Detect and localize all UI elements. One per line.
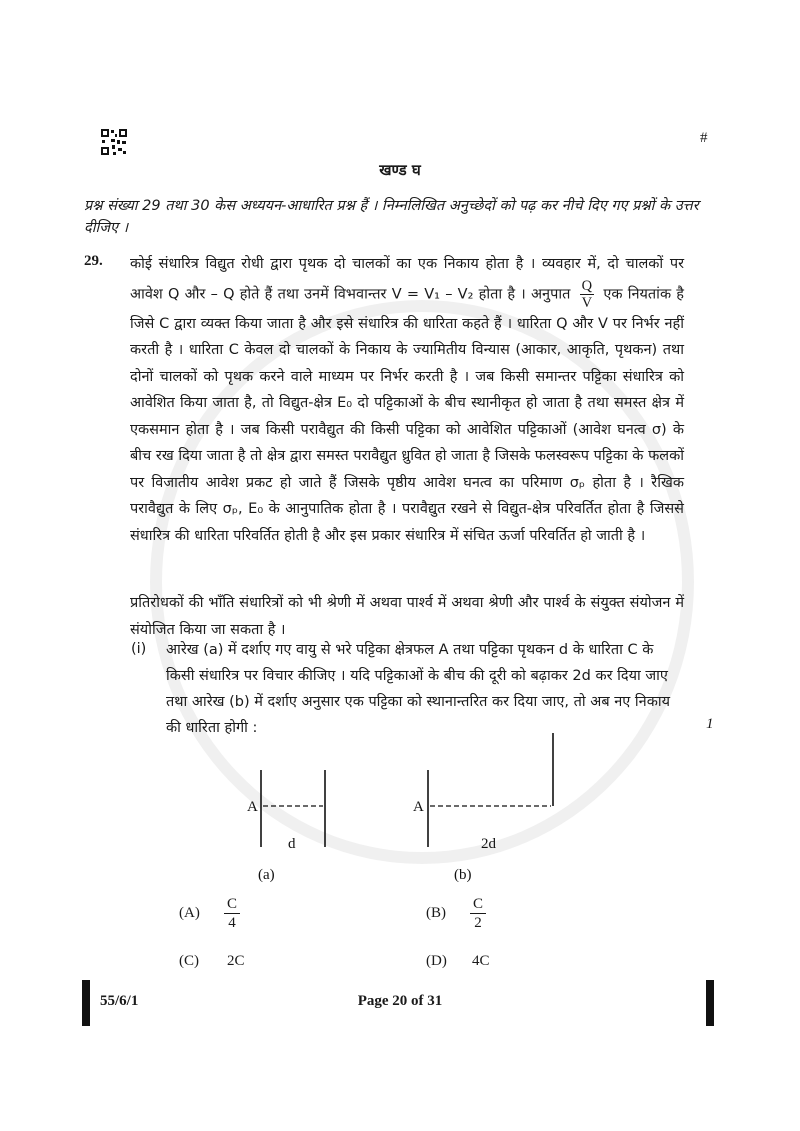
ratio-numerator: Q xyxy=(581,277,593,294)
question-paragraph-1 xyxy=(130,251,684,549)
subquestion-text: आरेख (a) में दर्शाए गए वायु से भरे पट्टिका क्षेत्रफल A तथा पट्टिका पृथकन d के धारिता C के किसी संधारित्र पर विचार कीजिए । यदि पट्टिकाओं के बीच की दूरी को बढ़ाकर 2d कर दिया जाए तथा आरेख (b) में दर्शाए अनुसार एक पट्टिका को स्थानान्तरित कर दिया जाए, तो अब नए निकाय की धारिता होगी : xyxy=(166,642,671,736)
option-a-label[interactable]: (A) xyxy=(179,905,200,921)
footer-right-bar xyxy=(706,980,714,1026)
question-number: 29. xyxy=(84,253,103,269)
paragraph-1-part-a: कोई संधारित्र विद्युत रोधी द्वारा पृथक दो चालकों का एक निकाय होता है । व्यवहार में, दो चालकों पर आवेश Q और – Q होते हैं तथा उनमें विभवान्तर V = V₁ – V₂ होता है । अनुपात xyxy=(130,256,684,302)
marks: 1 xyxy=(706,716,714,732)
option-d-label[interactable]: (D) xyxy=(426,953,447,969)
ratio-fraction xyxy=(580,278,594,311)
question-paragraph-2: प्रतिरोधकों की भाँति संधारित्रों को भी श्रेणी में अथवा पार्श्व में अथवा श्रेणी और पार्श्व के संयुक्त संयोजन में संयोजित किया जा सकता है । xyxy=(130,595,684,638)
option-b-label[interactable]: (B) xyxy=(426,905,446,921)
option-c-label[interactable]: (C) xyxy=(179,953,199,969)
option-a-denominator: 4 xyxy=(228,915,236,931)
page-hash-mark: # xyxy=(700,130,708,146)
section-title: खण्ड घ xyxy=(379,161,421,179)
subquestion-number: (i) xyxy=(131,641,147,657)
footer-paper-code: 55/6/1 xyxy=(100,993,139,1009)
option-a-value[interactable] xyxy=(224,895,240,932)
option-a-numerator: C xyxy=(224,895,240,914)
fig-a-plate-label: A xyxy=(247,799,258,815)
fig-b-plate-label: A xyxy=(413,799,424,815)
fig-a-gap-label: d xyxy=(288,836,296,852)
option-b-value[interactable] xyxy=(470,895,486,932)
option-b-denominator: 2 xyxy=(474,915,482,931)
fig-a-caption: (a) xyxy=(258,867,275,883)
instructions: प्रश्न संख्या 29 तथा 30 केस अध्ययन-आधारित प्रश्न हैं । निम्नलिखित अनुच्छेदों को पढ़ कर नीचे दिए गए प्रश्नों के उत्तर दीजिए । xyxy=(84,198,699,236)
option-d-value[interactable]: 4C xyxy=(472,953,490,969)
option-b-numerator: C xyxy=(470,895,486,914)
paragraph-1-part-b: एक नियतांक है जिसे C द्वारा व्यक्त किया जाता है और इसे संधारित्र की धारिता कहते हैं । धारिता Q और V पर निर्भर नहीं करती है । धारिता C केवल दो चालकों के निकाय के ज्यामितीय विन्यास (आकार, आकृति, पृथकन) तथा दोनों चालकों को पृथक करने वाले माध्यम पर निर्भर करती है । जब किसी समान्तर पट्टिका संधारित्र को आवेशित किया जाता है, तो विद्युत-क्षेत्र E₀ दो पट्टिकाओं के बीच स्थानीकृत हो जाता है तथा समस्त क्षेत्र में एकसमान होता है । जब किसी परावैद्युत की किसी पट्टिका को आवेशित पट्टिकाओं (आवेश घनत्व σ) के बीच रख दिया जाता है तो क्षेत्र द्वारा समस्त परावैद्युत ध्रुवित हो जाता है जिसके फलस्वरूप पट्टिका के फलकों पर विजातीय आवेश प्रकट हो जाते हैं जिसके पृष्ठीय आवेश घनत्व का परिमाण σₚ होता है । रैखिक परावैद्युत के लिए σₚ, E₀ के आनुपातिक होता है । परावैद्युत रखने से विद्युत-क्षेत्र परिवर्तित होता है जिससे संधारित्र की धारिता परिवर्तित होती है और इस प्रकार संधारित्र में संचित ऊर्जा परिवर्तित हो जाती है । xyxy=(130,286,685,544)
option-c-value[interactable]: 2C xyxy=(227,953,245,969)
footer-page-number: Page 20 of 31 xyxy=(357,993,443,1009)
fig-b-gap-label: 2d xyxy=(481,836,496,852)
fig-b-caption: (b) xyxy=(454,867,472,883)
ratio-denominator: V xyxy=(581,294,593,311)
qr-code-icon xyxy=(100,128,128,156)
